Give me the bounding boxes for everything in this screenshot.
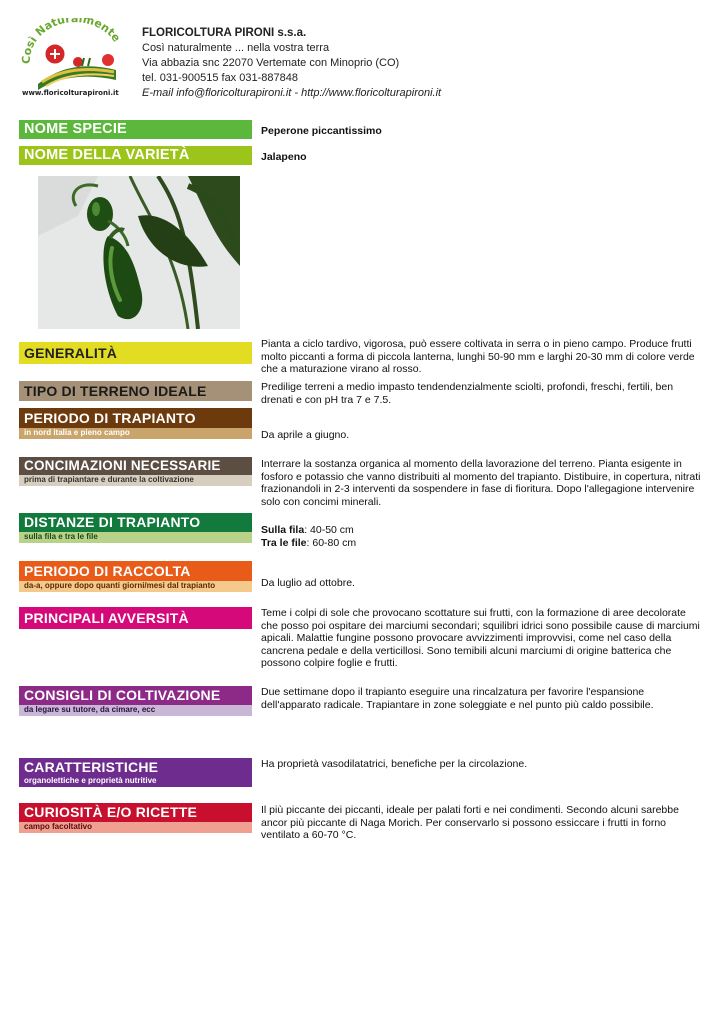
- generalita-band: [19, 342, 252, 364]
- species-band: [19, 120, 252, 139]
- avversita-title: PRINCIPALI AVVERSITÀ: [19, 607, 252, 629]
- distanze-file: Tra le file: 60-80 cm: [261, 536, 357, 549]
- caratteristiche-text: Ha proprietà vasodilatatrici, benefiche per la circolazione.: [261, 758, 528, 770]
- distanze-subtitle: sulla fila e tra le file: [19, 532, 252, 543]
- variety-value: Jalapeno: [261, 151, 307, 163]
- trapianto-text: Da aprile a giugno.: [261, 429, 350, 441]
- raccolta-band: [19, 561, 252, 592]
- avversita-band: [19, 607, 252, 629]
- trapianto-subtitle: in nord italia e pieno campo: [19, 428, 252, 439]
- concimazioni-text: Interrare la sostanza organica al momento della lavorazione del terreno. Pianta esigente in fosforo e potassio che vanno distribuiti al momento del trapianto. Distibuire, in copertura, nitrati frazionandoli in 2-3 interventi da sospendere in fase di fioritura. Dopo l'allegagione intervenire solo con concimi minerali.: [261, 458, 701, 508]
- company-slogan: Così naturalmente ... nella vostra terra: [142, 42, 330, 54]
- distanze-title: DISTANZE DI TRAPIANTO: [19, 513, 252, 532]
- terreno-title: TIPO DI TERRENO IDEALE: [19, 381, 252, 401]
- trapianto-band: [19, 408, 252, 439]
- generalita-text: Pianta a ciclo tardivo, vigorosa, può essere coltivata in serra o in pieno campo. Produce frutti molto piccanti a forma di piccola lanterna, lunghi 50-90 mm e larghi 20-30 mm di colore verde che a maturazione virano al rosso.: [261, 338, 695, 375]
- avversita-text: Teme i colpi di sole che provocano scottature sui frutti, con la formazione di aree decolorate che posso poi ospitare dei marciumi secondari; squilibri idrici sono possibile cause di marciumi apicali. Malattie fungine possono provocare avvizzimenti improvvisi, come nel caso della cancrena pedale e della verticillosi. Sono temibili alcuni marciumi di origine batterica che possono colpire foglie e frutti.: [261, 607, 700, 669]
- terreno-band: [19, 381, 252, 401]
- logo-url-text: www.floricolturapironi.it: [22, 89, 119, 97]
- terreno-text: Predilige terreni a medio impasto tendendenzialmente sciolti, profondi, freschi, fertili, ben drenati e con pH tra 7 e 7.5.: [261, 381, 674, 406]
- consigli-text: Due settimane dopo il trapianto eseguire una rincalzatura per favorire l'espansione dell'apparato radicale. Trapiantare in zone soleggiate e nel punto più caldo possibile.: [261, 686, 654, 711]
- distanze-values: [261, 524, 703, 549]
- trapianto-title: PERIODO DI TRAPIANTO: [19, 408, 252, 428]
- company-name: FLORICOLTURA PIRONI s.s.a.: [142, 27, 307, 39]
- consigli-band: [19, 686, 252, 716]
- raccolta-subtitle: da-a, oppure dopo quanti giorni/mesi dal trapianto: [19, 581, 252, 592]
- company-phone: tel. 031-900515 fax 031-887848: [142, 72, 298, 84]
- variety-label: NOME DELLA VARIETÀ: [19, 146, 252, 165]
- distanze-fila: Sulla fila: 40-50 cm: [261, 524, 354, 536]
- species-value: Peperone piccantissimo: [261, 125, 382, 137]
- concimazioni-subtitle: prima di trapiantare e durante la coltivazione: [19, 475, 252, 486]
- variety-band: [19, 146, 252, 165]
- species-label: NOME SPECIE: [19, 120, 252, 139]
- curiosita-band: [19, 803, 252, 833]
- caratteristiche-band: [19, 758, 252, 787]
- concimazioni-band: [19, 457, 252, 486]
- consigli-subtitle: da legare su tutore, da cimare, ecc: [19, 705, 252, 716]
- company-address: Via abbazia snc 22070 Vertemate con Minoprio (CO): [142, 57, 400, 69]
- generalita-title: GENERALITÀ: [19, 342, 252, 364]
- company-info: [142, 26, 441, 101]
- concimazioni-title: CONCIMAZIONI NECESSARIE: [19, 457, 252, 475]
- curiosita-subtitle: campo facoltativo: [19, 822, 252, 833]
- raccolta-title: PERIODO DI RACCOLTA: [19, 561, 252, 581]
- logo-arc-text: Così Naturalmente: [20, 18, 123, 65]
- caratteristiche-title: CARATTERISTICHE: [19, 758, 252, 776]
- company-contacts: E-mail info@floricolturapironi.it - http://www.floricolturapironi.it: [142, 87, 442, 99]
- distanze-band: [19, 513, 252, 543]
- caratteristiche-subtitle: organolettiche e proprietà nutritive: [19, 776, 252, 787]
- pepper-photo: [38, 176, 240, 329]
- consigli-title: CONSIGLI DI COLTIVAZIONE: [19, 686, 252, 705]
- curiosita-title: CURIOSITÀ E/O RICETTE: [19, 803, 252, 822]
- raccolta-text: Da luglio ad ottobre.: [261, 577, 355, 589]
- curiosita-text: Il più piccante dei piccanti, ideale per palati forti e nei condimenti. Secondo alcuni sarebbe ancor più piccante di Naga Morich. Per conservarlo si possono essiccare i frutti in forno ventilato a 60-70 °C.: [261, 804, 679, 841]
- company-logo: [20, 18, 126, 98]
